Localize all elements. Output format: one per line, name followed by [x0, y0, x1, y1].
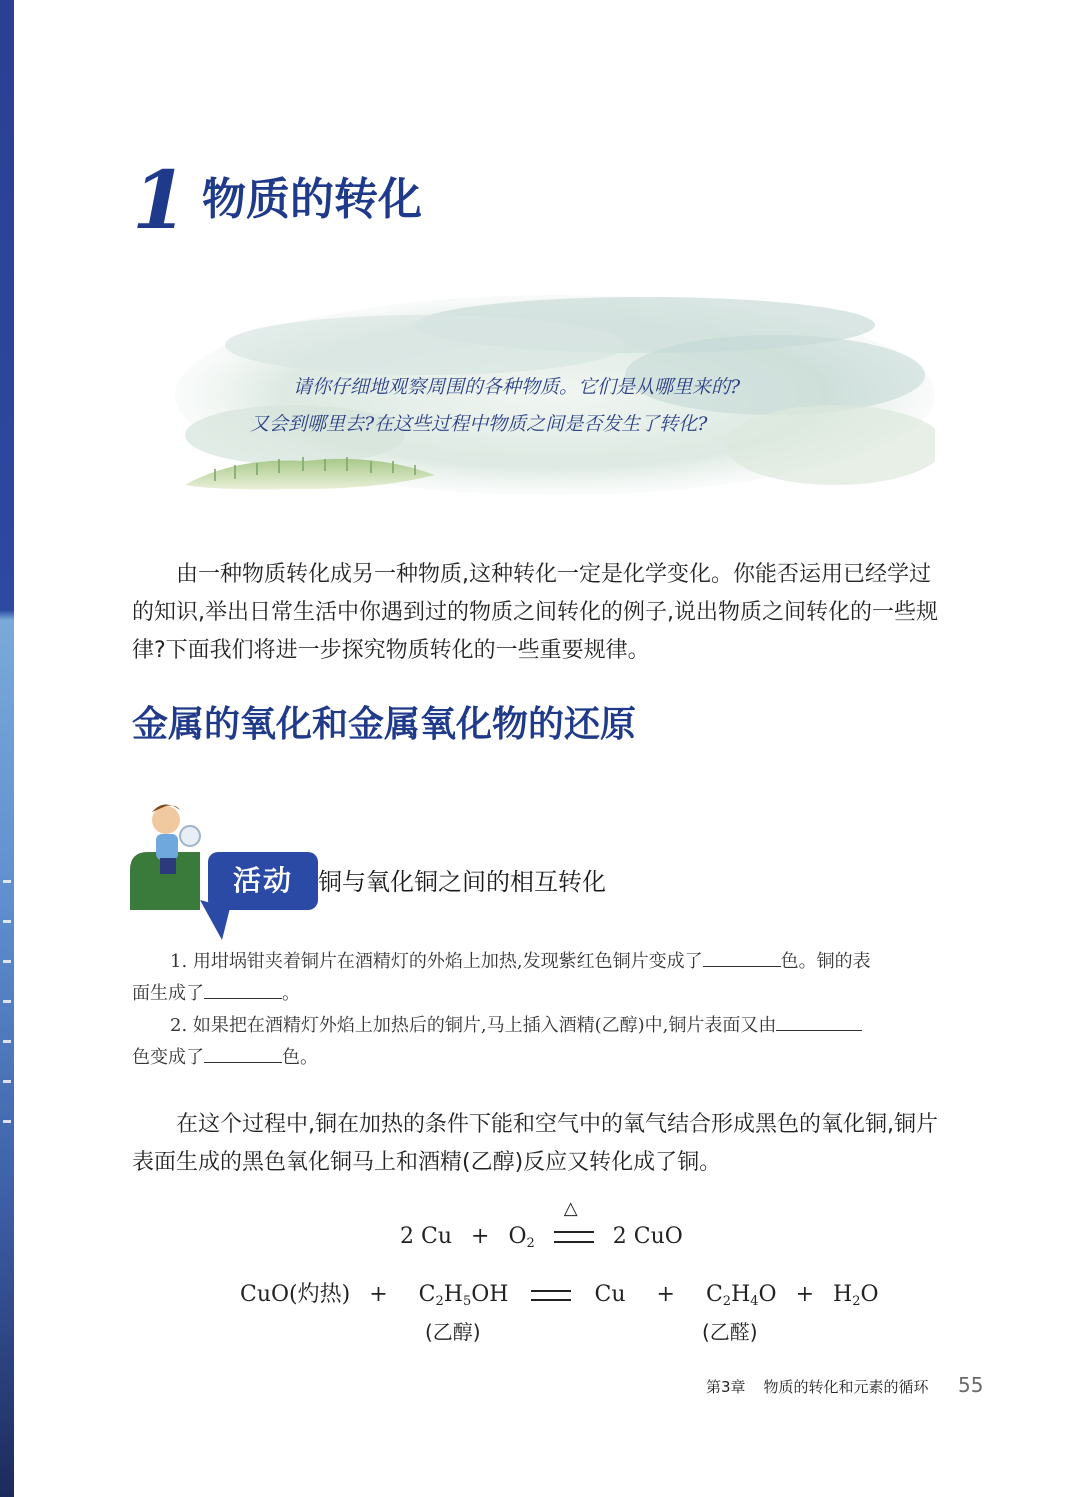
eq1-oxygen-subscript: 2 — [526, 1236, 535, 1251]
intro-question-line2: 又会到哪里去?在这些过程中物质之间是否发生了转化? — [250, 413, 708, 435]
ethanol-note: (乙醇) — [425, 1320, 481, 1344]
intro-paragraph — [132, 556, 952, 670]
page-edge-strip — [0, 0, 14, 1497]
eq1-copper: Cu — [421, 1224, 453, 1249]
activity-badge — [208, 852, 318, 910]
eq1-oxygen: O — [508, 1224, 527, 1249]
eq2-aldehyde-o: O — [758, 1282, 777, 1307]
explanation-paragraph — [132, 1106, 952, 1182]
task2-blank-2[interactable] — [204, 1044, 282, 1063]
equation-copper-oxidation — [400, 1198, 683, 1259]
page-number: 55 — [958, 1373, 984, 1397]
explanation-paragraph-text: 在这个过程中,铜在加热的条件下能和空气中的氧气结合形成黑色的氧化铜,铜片表面生成的黑色氧化铜马上和酒精(乙醇)反应又转化成了铜。 — [132, 1112, 938, 1175]
chapter-title: 物质的转化 — [202, 174, 422, 225]
eq2-equals — [531, 1290, 571, 1301]
intro-cloud-banner — [175, 285, 935, 505]
task1-text-d: 。 — [282, 983, 300, 1004]
task2-line2 — [132, 1042, 952, 1074]
aldehyde-note: (乙醛) — [702, 1320, 758, 1344]
eq1-plus: + — [471, 1224, 490, 1249]
task1-line1 — [132, 946, 952, 978]
eq2-ethanol-h-sub: 5 — [462, 1294, 472, 1309]
task2-blank-1[interactable] — [776, 1012, 862, 1031]
activity-tasks — [132, 946, 952, 1074]
chapter-number: 1 — [132, 153, 188, 247]
intro-question-line1: 请你仔细地观察周围的各种物质。它们是从哪里来的? — [293, 376, 741, 398]
heat-triangle-icon: △ — [563, 1198, 578, 1219]
eq1-coef2: 2 — [612, 1224, 627, 1249]
eq2-aldehyde-h: H — [731, 1282, 751, 1307]
eq1-heat-equals — [554, 1198, 594, 1252]
activity-block — [130, 800, 960, 940]
eq2-plus3: + — [795, 1282, 815, 1307]
section-heading: 金属的氧化和金属氧化物的还原 — [132, 704, 637, 745]
eq2-ethanol-c: C — [418, 1282, 436, 1307]
task1-text-a: 1. 用坩埚钳夹着铜片在酒精灯的外焰上加热,发现紫红色铜片变成了 — [170, 951, 703, 972]
task1-text-c: 面生成了 — [132, 983, 204, 1004]
eq2-copper: Cu — [594, 1282, 626, 1307]
eq2-aldehyde-c: C — [705, 1282, 723, 1307]
eq2-ethanol-c-sub: 2 — [435, 1294, 444, 1309]
footer-chapter: 第3章 — [706, 1378, 746, 1396]
eq2-aldehyde-h-sub: 4 — [750, 1294, 759, 1309]
eq2-aldehyde-c-sub: 2 — [722, 1294, 732, 1309]
task1-blank-2[interactable] — [204, 980, 282, 999]
eq2-hot-copper-oxide: CuO(灼热) — [240, 1282, 351, 1307]
task1-text-b: 色。铜的表 — [780, 951, 871, 972]
activity-title: 铜与氧化铜之间的相互转化 — [318, 868, 606, 896]
task2-line1 — [132, 1010, 952, 1042]
eq2-plus2: + — [656, 1282, 675, 1307]
eq2-ethanol-h: H — [443, 1282, 463, 1307]
eq2-plus1: + — [369, 1282, 388, 1307]
equation-copper-oxide-reduction — [240, 1280, 879, 1317]
page-footer — [706, 1372, 929, 1402]
eq2-water-h: H — [833, 1282, 853, 1307]
task2-text-a: 2. 如果把在酒精灯外焰上加热后的铜片,马上插入酒精(乙醇)中,铜片表面又由 — [170, 1015, 777, 1036]
activity-badge-label: 活动 — [232, 864, 293, 897]
intro-paragraph-text: 由一种物质转化成另一种物质,这种转化一定是化学变化。你能否运用已经学过的知识,举出日常生活中你遇到过的物质之间转化的例子,说出物质之间转化的一些规律?下面我们将进一步探究物质转化的一些重要规律。 — [132, 562, 938, 663]
eq2-water-h-sub: 2 — [852, 1294, 861, 1309]
task1-blank-1[interactable] — [703, 948, 781, 967]
eq1-coef1: 2 — [400, 1224, 414, 1249]
eq2-water-o: O — [860, 1282, 879, 1307]
task2-text-c: 色。 — [282, 1047, 318, 1068]
task1-line2 — [132, 978, 952, 1010]
eq2-ethanol-oh: OH — [471, 1282, 509, 1307]
footer-chapter-title: 物质的转化和元素的循环 — [763, 1378, 929, 1396]
eq1-copper-oxide: CuO — [633, 1224, 683, 1249]
task2-text-b: 色变成了 — [132, 1047, 204, 1068]
